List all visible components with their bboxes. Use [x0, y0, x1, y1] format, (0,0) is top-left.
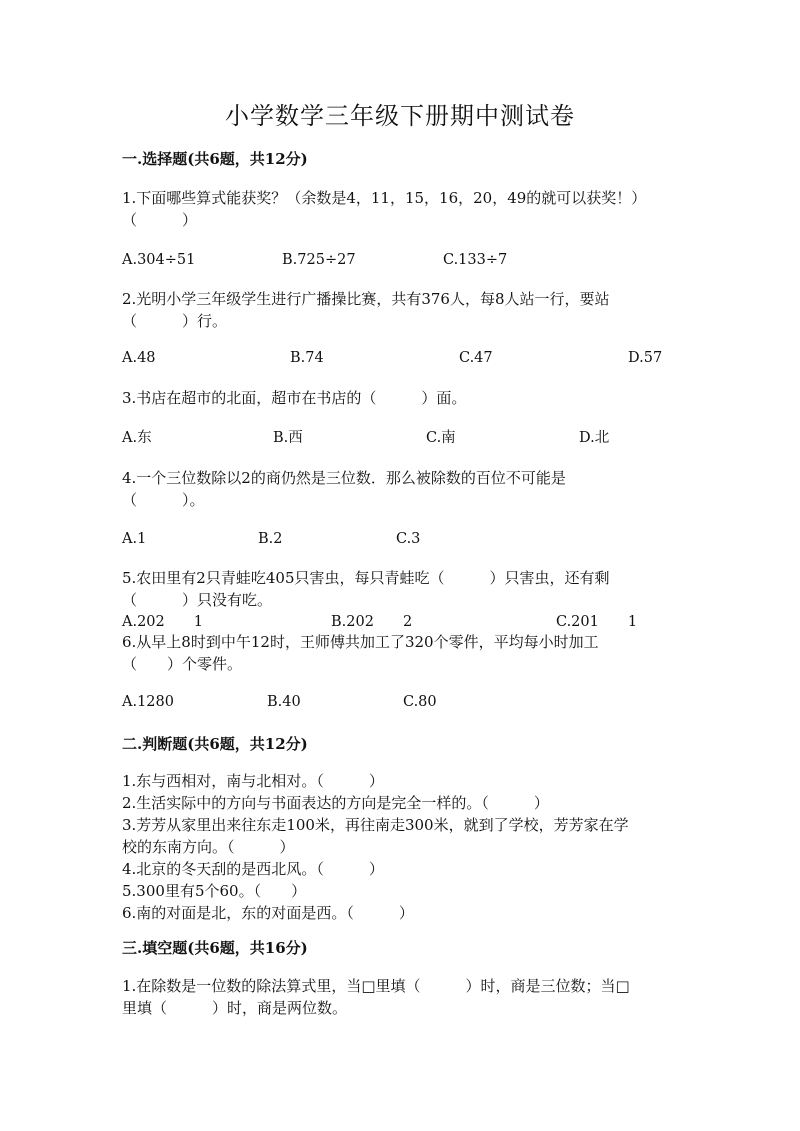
question-2-text: 2.光明小学三年级学生进行广播操比赛，共有376人，每8人站一行，要站 — [122, 290, 610, 308]
question-5-option-a: A.202 1 — [122, 614, 203, 630]
question-5-option-b: B.202 2 — [331, 614, 413, 630]
question-1-option-a: A.304÷51 — [122, 252, 196, 268]
section-heading-fill: 三.填空题(共6题，共16分) — [122, 939, 308, 957]
judgement-item-1: 1.东与西相对，南与北相对。（ ） — [122, 772, 384, 790]
question-3-option-b: B.西 — [273, 430, 303, 446]
judgement-item-3: 3.芳芳从家里出来往东走100米，再往南走300米，就到了学校，芳芳家在学 — [122, 816, 629, 834]
question-1-option-b: B.725÷27 — [282, 252, 356, 268]
question-2-option-c: C.47 — [459, 350, 493, 366]
question-4-text: 4.一个三位数除以2的商仍然是三位数．那么被除数的百位不可能是 — [122, 469, 566, 487]
question-6-option-c: C.80 — [403, 694, 437, 710]
question-4-option-c: C.3 — [396, 531, 421, 547]
fill-question-1-cont: 里填（ ）时，商是两位数。 — [122, 999, 348, 1017]
question-1-text: 1.下面哪些算式能获奖？（余数是4，11，15，16，20，49的就可以获奖！） — [122, 189, 647, 207]
section-heading-choice: 一.选择题(共6题，共12分) — [122, 150, 308, 168]
question-1-option-c: C.133÷7 — [443, 252, 508, 268]
question-6-option-b: B.40 — [267, 694, 301, 710]
question-6-text: 6.从早上8时到中午12时，王师傅共加工了320个零件，平均每小时加工 — [122, 633, 599, 651]
judgement-item-5: 5.300里有5个60。（ ） — [122, 882, 307, 900]
question-3-option-c: C.南 — [426, 430, 456, 446]
judgement-item-3-cont: 校的东南方向。（ ） — [122, 838, 295, 856]
question-2-option-a: A.48 — [122, 350, 156, 366]
page-title: 小学数学三年级下册期中测试卷 — [225, 102, 575, 130]
question-5-option-c: C.201 1 — [556, 614, 638, 630]
judgement-item-2: 2.生活实际中的方向与书面表达的方向是完全一样的。（ ） — [122, 794, 549, 812]
question-4-option-b: B.2 — [258, 531, 283, 547]
question-2-blank: （ ）行。 — [122, 312, 228, 330]
question-4-option-a: A.1 — [122, 531, 147, 547]
question-5-text: 5.农田里有2只青蛙吃405只害虫，每只青蛙吃（ ）只害虫，还有剩 — [122, 569, 610, 587]
question-3-option-a: A.东 — [122, 430, 152, 446]
question-5-blank: （ ）只没有吃。 — [122, 591, 273, 609]
question-2-option-b: B.74 — [290, 350, 324, 366]
judgement-item-4: 4.北京的冬天刮的是西北风。（ ） — [122, 860, 384, 878]
question-2-option-d: D.57 — [628, 350, 663, 366]
question-6-option-a: A.1280 — [122, 694, 174, 710]
fill-question-1-text: 1.在除数是一位数的除法算式里，当□里填（ ）时，商是三位数；当□ — [122, 977, 630, 995]
question-3-option-d: D.北 — [579, 430, 610, 446]
question-4-blank: （ ）。 — [122, 491, 205, 509]
section-heading-judgement: 二.判断题(共6题，共12分) — [122, 735, 308, 753]
judgement-item-6: 6.南的对面是北，东的对面是西。（ ） — [122, 904, 414, 922]
question-3-text: 3.书店在超市的北面，超市在书店的（ ）面。 — [122, 389, 467, 407]
question-1-blank: （ ） — [122, 211, 198, 229]
question-6-blank: （ ）个零件。 — [122, 655, 243, 673]
